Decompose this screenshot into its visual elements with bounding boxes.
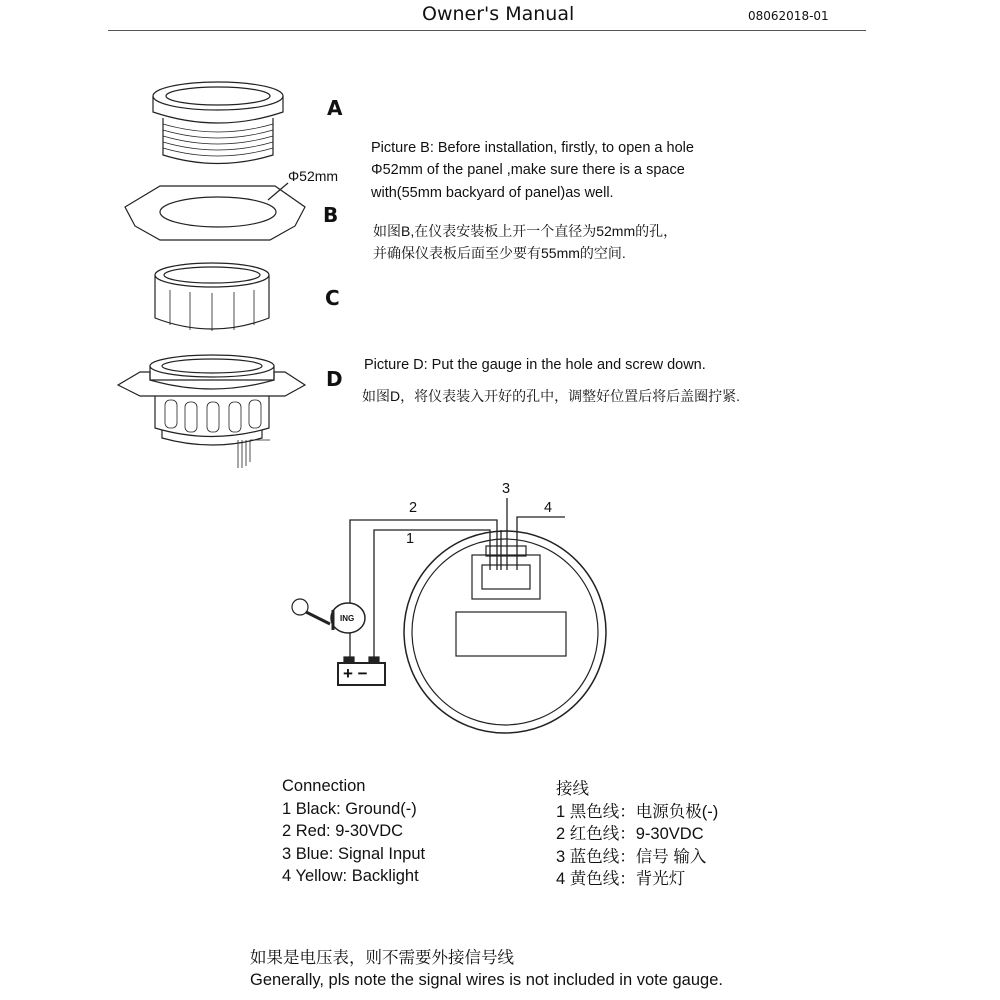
wire-label-1: 1	[406, 531, 415, 547]
picture-d-zh: 如图D，将仪表装入开好的孔中，调整好位置后将后盖圈拧紧.	[362, 388, 740, 404]
connection-zh-item: 2 红色线：9-30VDC	[556, 825, 704, 843]
connection-zh-item: 3 蓝色线：信号 输入	[556, 847, 707, 866]
connection-zh-title: 接线	[556, 780, 589, 798]
nut-ring-drawing	[155, 263, 269, 331]
part-label-a: A	[327, 96, 343, 120]
wire-label-2: 2	[409, 500, 418, 516]
picture-b-zh-1: 如图B,在仪表安装板上开一个直径为52mm的孔，	[373, 223, 678, 239]
connection-zh-item: 4 黄色线：背光灯	[556, 870, 686, 888]
wire-label-3: 3	[502, 481, 511, 497]
gauge-bezel-drawing	[153, 82, 283, 164]
ignition-label: ING	[340, 614, 355, 623]
picture-b-en-1: Picture B: Before installation, firstly, to open a hole	[371, 140, 694, 156]
part-label-b: B	[323, 203, 339, 227]
connection-en-item: 2 Red: 9-30VDC	[282, 822, 404, 840]
note-en: Generally, pls note the signal wires is not included in vote gauge.	[250, 971, 723, 989]
panel-plate-drawing	[125, 183, 305, 240]
key-icon	[292, 599, 330, 624]
picture-d-en: Picture D: Put the gauge in the hole and screw down.	[364, 357, 706, 373]
wire-label-4: 4	[544, 500, 553, 516]
part-label-d: D	[326, 367, 343, 391]
connection-zh-item: 1 黑色线：电源负极(-)	[556, 802, 719, 821]
assembled-gauge-drawing	[118, 355, 305, 468]
connection-en-item: 4 Yellow: Backlight	[282, 867, 419, 885]
connection-en-title: Connection	[282, 777, 366, 795]
picture-b-en-2: Φ52mm of the panel ,make sure there is a space	[371, 162, 685, 178]
page-title: Owner's Manual	[422, 3, 575, 25]
connection-en-item: 1 Black: Ground(-)	[282, 799, 417, 818]
document-number: 08062018-01	[748, 9, 829, 23]
picture-b-zh-2: 并确保仪表板后面至少要有55mm的空间.	[373, 245, 626, 261]
picture-b-en-3: with(55mm backyard of panel)as well.	[371, 185, 614, 201]
battery-label: + −	[343, 664, 368, 683]
connection-zh	[556, 778, 718, 891]
note-zh: 如果是电压表，则不需要外接信号线	[250, 949, 514, 967]
connection-en	[282, 775, 425, 888]
hole-diameter-label: Φ52mm	[288, 168, 339, 184]
part-label-c: C	[325, 286, 340, 310]
connection-en-item: 3 Blue: Signal Input	[282, 844, 426, 863]
